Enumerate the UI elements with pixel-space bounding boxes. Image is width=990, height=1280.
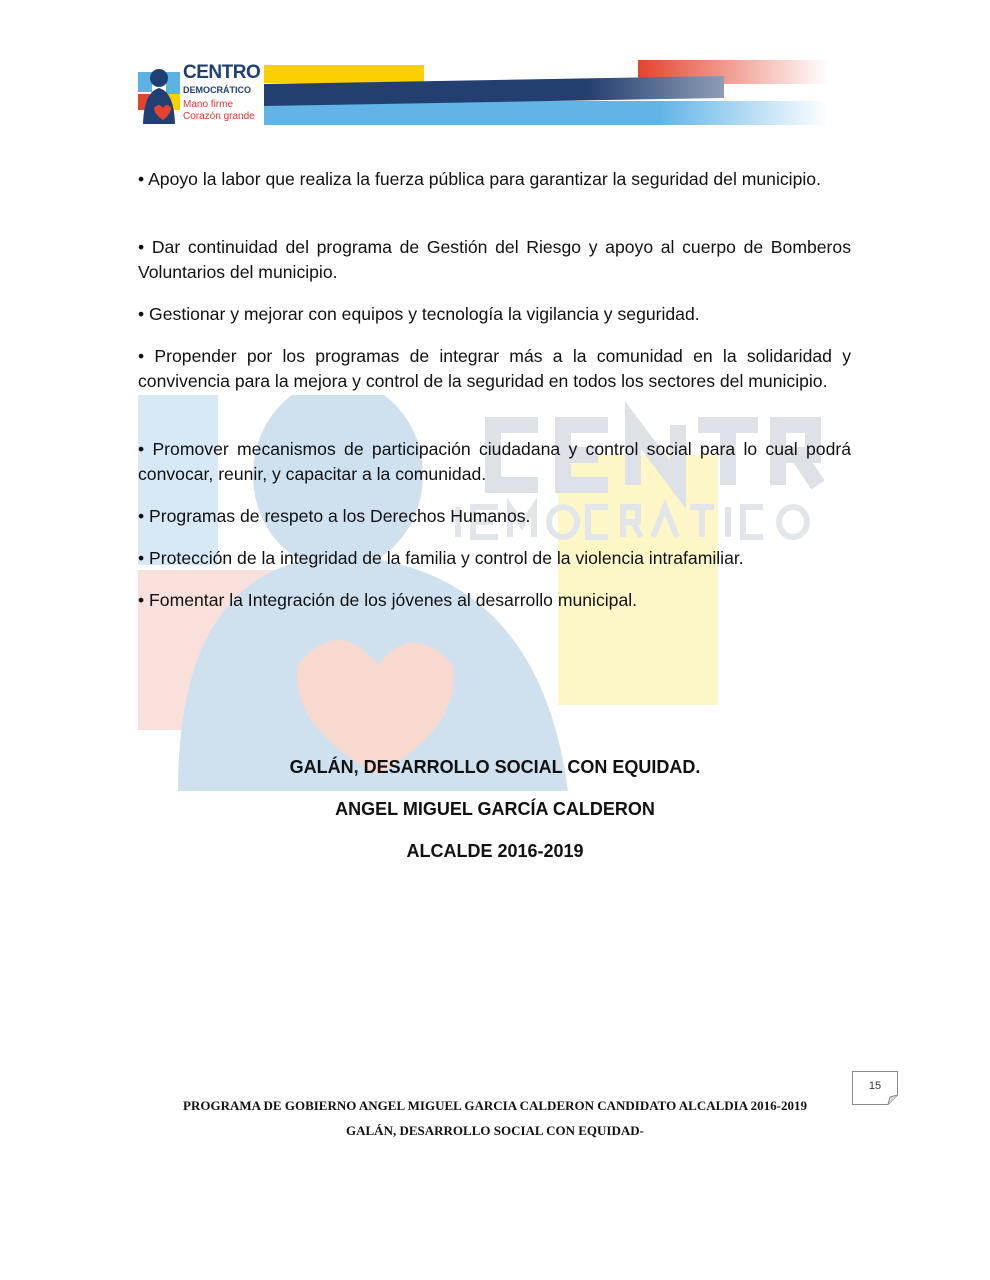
bullet-item: • Promover mecanismos de participación ciudadana y control social para lo cual podrá convocar, reunir, y capacitar a la comunidad.	[138, 439, 851, 484]
bullet-item: • Dar continuidad del programa de Gestión del Riesgo y apoyo al cuerpo de Bomberos Voluntarios del municipio.	[138, 237, 851, 282]
footer-line: PROGRAMA DE GOBIERNO ANGEL MIGUEL GARCIA CALDERON CANDIDATO ALCALDIA 2016-2019	[183, 1098, 807, 1113]
logo-text: CENTRO	[183, 62, 261, 83]
header-banner	[138, 56, 828, 126]
banner-stripe-blue	[264, 101, 828, 125]
logo-slogan-line: Mano firme	[183, 99, 234, 110]
bullet-item: • Fomentar la Integración de los jóvenes al desarrollo municipal.	[138, 590, 638, 610]
bullet-item: • Propender por los programas de integrar más a la comunidad en la solidaridad y convivencia para la mejora y control de la seguridad en todos los sectores del municipio.	[138, 346, 851, 391]
footer-line: GALÁN, DESARROLLO SOCIAL CON EQUIDAD-	[346, 1123, 644, 1138]
bullet-item: • Programas de respeto a los Derechos Humanos.	[138, 506, 531, 526]
bullet-item: • Apoyo la labor que realiza la fuerza pública para garantizar la seguridad del municipio.	[138, 169, 821, 189]
logo-slogan-line: Corazón grande	[183, 111, 255, 122]
logo-text: DEMOCRÁTICO	[183, 85, 251, 95]
candidate-role: ALCALDE 2016-2019	[406, 841, 584, 861]
banner-stripe-yellow	[264, 65, 424, 83]
bullet-item: • Gestionar y mejorar con equipos y tecnología la vigilancia y seguridad.	[138, 304, 700, 324]
closing-slogan: GALÁN, DESARROLLO SOCIAL CON EQUIDAD.	[289, 757, 701, 777]
candidate-name: ANGEL MIGUEL GARCÍA CALDERON	[335, 799, 655, 819]
logo-silhouette-icon	[138, 64, 180, 124]
page-number: 15	[868, 1080, 882, 1092]
bullet-item: • Protección de la integridad de la familia y control de la violencia intrafamiliar.	[138, 548, 744, 568]
logo-slogan	[183, 99, 255, 123]
